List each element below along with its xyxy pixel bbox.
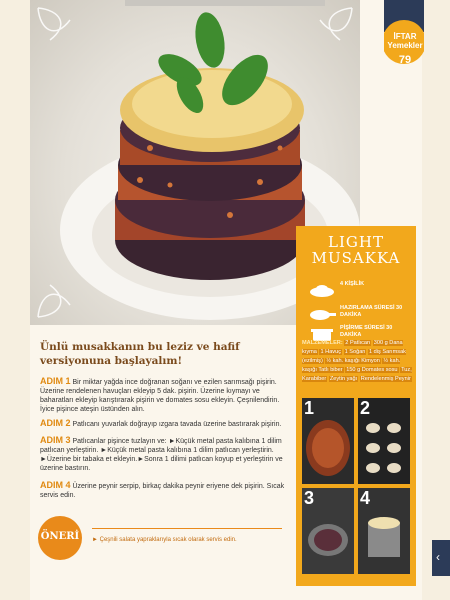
people-icon: [308, 282, 336, 298]
step-image-4: 4: [358, 488, 410, 574]
tip-divider: [92, 528, 282, 529]
cook-time-row: PİŞİRME SÜRESİ 30 DAKİKA: [304, 322, 412, 346]
recipe-intro: Ünlü musakkanın bu leziz ve hafif versiyonuna başlayalım!: [40, 341, 240, 367]
previous-page-button[interactable]: [432, 540, 450, 576]
section-tag-label: İFTAR Yemekler: [387, 32, 423, 50]
ingredients-list: MALZEMELER: 2 Patlıcan 300 g Dana kıyma 1 Havuç 1 Soğan 1 diş Sarımsak (ezilmiş) ½ kah. kaşığı Kimyon ½ kah. kaşığı Tatlı biber 150 g Domates sosu Tuz, Karabiber Zeytin yağı Rendelenmiş Peynir: [302, 340, 412, 382]
step-image-1: 1: [302, 398, 354, 484]
tip-label: ÖNERİ: [40, 531, 80, 542]
step-1: ADIM 1 Bir miktar yağda ince doğranan soğanı ve ezilen sarımsağı pişirin. Üzerine rendelenen havuçları ekleyip 5 dak. pişirin. Üzerine kıymayı ve baharatları ekleyip karıştırarak pişirin ve domates sosu ekleyin. Çeşnilendirin. İyice pişince ateşin üstünden alın.: [40, 376, 280, 413]
step-image-2: 2: [358, 398, 410, 484]
step-3: ADIM 3 Patlıcanlar pişince tuzlayın ve: ►Küçük metal pasta kalıbına 1 dilim patlıcan yerleştirin. ►Küçük metal pasta kalıbına 1 dilim patlıcan yerleştirin. ►Üzerine bir tabaka et ekleyin.►Sonra 1 dilimi patlıcan koyup et yerleştirin ve üzerine bastırın.: [40, 435, 283, 472]
chevron-left-icon: ‹: [436, 550, 440, 564]
tip-text: ► Çeşnili salata yapraklarıyla sıcak olarak servis edin.: [92, 537, 237, 543]
recipe-title: LIGHT MUSAKKA: [311, 233, 401, 267]
page-number: 79: [398, 54, 412, 66]
servings-row: 4 KİŞİLİK: [304, 278, 412, 302]
step-image-3: 3: [302, 488, 354, 574]
pan-icon: [308, 306, 336, 322]
step-4: ADIM 4 Üzerine peynir serpip, birkaç dakika peynir eriyene dek pişirin. Sıcak servis edin.: [40, 480, 285, 499]
step-2: ADIM 2 Patlıcanı yuvarlak doğrayıp ızgara tavada üzerine bastırarak pişirin.: [40, 418, 282, 428]
prep-time-row: HAZIRLAMA SÜRESİ 30 DAKİKA: [304, 302, 412, 326]
